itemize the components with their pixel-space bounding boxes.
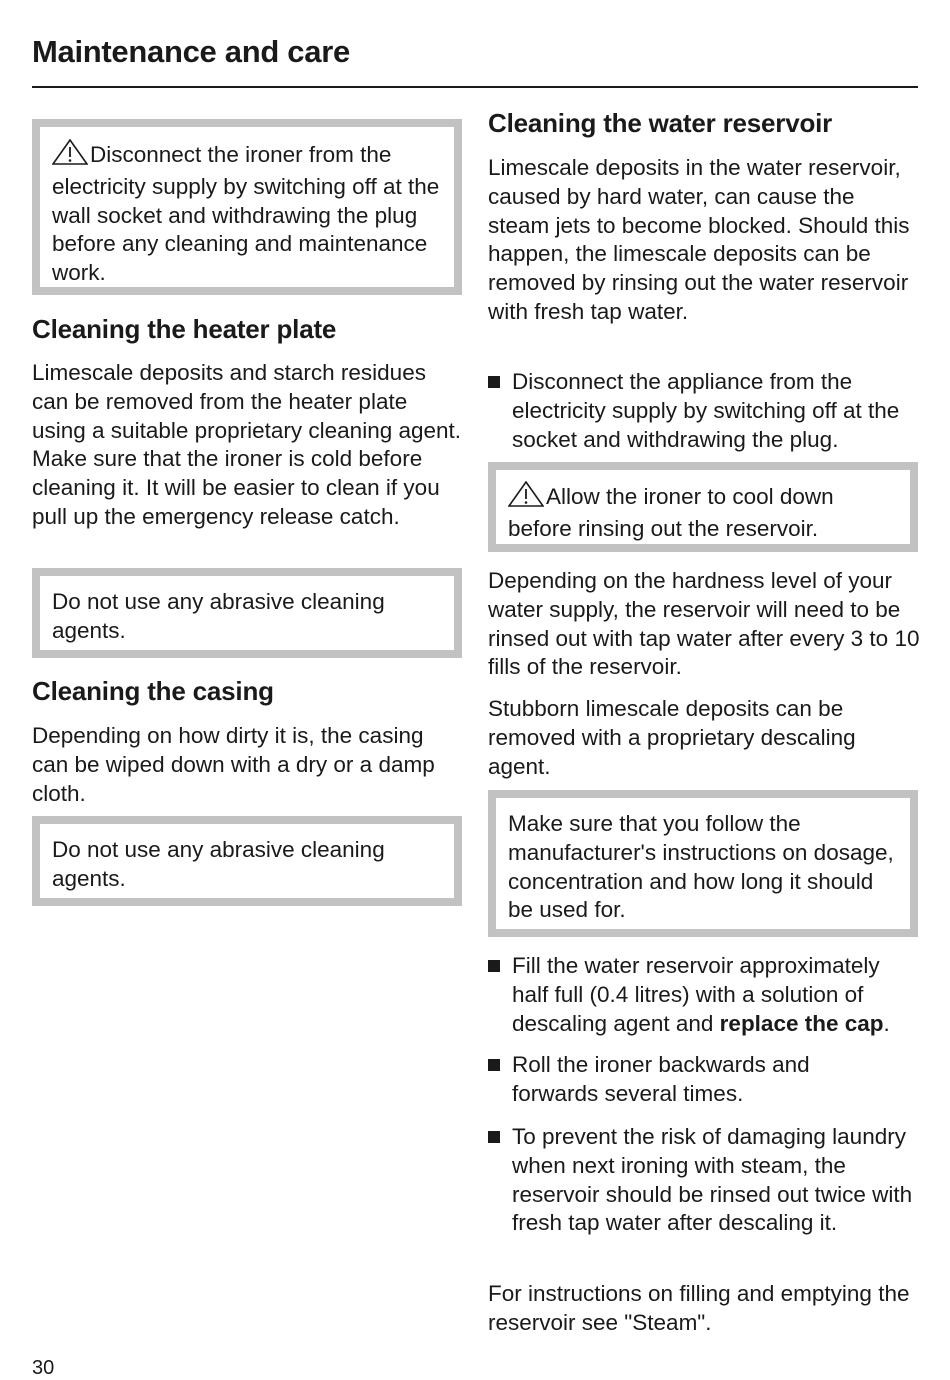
warning-box-disconnect — [32, 119, 462, 295]
warning-text: Allow the ironer to cool down before rinsing out the reservoir. — [508, 484, 834, 541]
closing-paragraph: For instructions on filling and emptying the reservoir see "Steam". — [488, 1281, 910, 1335]
page-title: Maintenance and care — [32, 34, 350, 69]
bullet-text-prevent: To prevent the risk of damaging laundry when next ironing with steam, the reservoir should be rinsed out twice with fresh tap water after descaling it. — [512, 1124, 913, 1236]
square-bullet-icon — [488, 960, 500, 972]
list-item — [488, 1123, 920, 1269]
warning-box-cool-down — [488, 462, 918, 552]
bullet-text-fill-prefix: Fill the water reservoir approximately half full (0.4 litres) with a solution of descaling agent and — [512, 953, 880, 1036]
reservoir-intro: Limescale deposits in the water reservoir, caused by hard water, can cause the steam jets to become blocked. Should this happen, the limescale deposits can be removed by rinsing out the water reservoir with fresh tap water. — [488, 155, 910, 324]
warning-triangle-icon — [52, 139, 88, 173]
bullet-text-disconnect: Disconnect the appliance from the electricity supply by switching off at the socket and withdrawing the plug. — [512, 369, 900, 452]
bullet-text-roll: Roll the ironer backwards and forwards several times. — [512, 1052, 810, 1106]
heater-plate-body: Limescale deposits and starch residues can be removed from the heater plate using a suitable proprietary cleaning agent. Make sure that the ironer is cold before cleaning it. It will be easier to clean if you pull up the emergency release catch. — [32, 360, 462, 529]
note-box-casing — [32, 816, 462, 906]
warning-text-container — [508, 481, 898, 544]
bullet-text-fill-bold: replace the cap — [719, 1010, 884, 1036]
list-item — [488, 952, 920, 1042]
warning-text-container — [52, 139, 442, 288]
square-bullet-icon — [488, 376, 500, 388]
heading-casing: Cleaning the casing — [32, 676, 274, 706]
list-item — [488, 1051, 920, 1111]
warning-triangle-icon — [508, 481, 544, 515]
note-text-casing: Do not use any abrasive cleaning agents. — [52, 837, 385, 891]
heading-water-reservoir: Cleaning the water reservoir — [488, 108, 833, 138]
warning-text: Disconnect the ironer from the electricity supply by switching off at the wall socket and withdrawing the plug before any cleaning and maintenance work. — [52, 142, 440, 286]
list-item — [488, 368, 920, 458]
heading-heater-plate: Cleaning the heater plate — [32, 314, 337, 344]
note-text-manufacturer: Make sure that you follow the manufacturer's instructions on dosage, concentration and how long it should be used for. — [508, 811, 894, 923]
page-number: 30 — [32, 1357, 55, 1379]
note-text-heater-plate: Do not use any abrasive cleaning agents. — [52, 589, 385, 643]
stubborn-limescale-paragraph: Stubborn limescale deposits can be removed with a proprietary descaling agent. — [488, 696, 856, 779]
casing-body: Depending on how dirty it is, the casing can be wiped down with a dry or a damp cloth. — [32, 723, 435, 806]
square-bullet-icon — [488, 1059, 500, 1071]
title-divider — [32, 86, 918, 88]
bullet-text-fill-suffix: . — [883, 1010, 890, 1036]
bullet-text-fill — [512, 952, 920, 1038]
hardness-paragraph: Depending on the hardness level of your water supply, the reservoir will need to be rinsed out with tap water after every 3 to 10 fills of the reservoir. — [488, 568, 920, 680]
note-box-heater-plate — [32, 568, 462, 658]
note-box-manufacturer — [488, 790, 918, 937]
square-bullet-icon — [488, 1131, 500, 1143]
